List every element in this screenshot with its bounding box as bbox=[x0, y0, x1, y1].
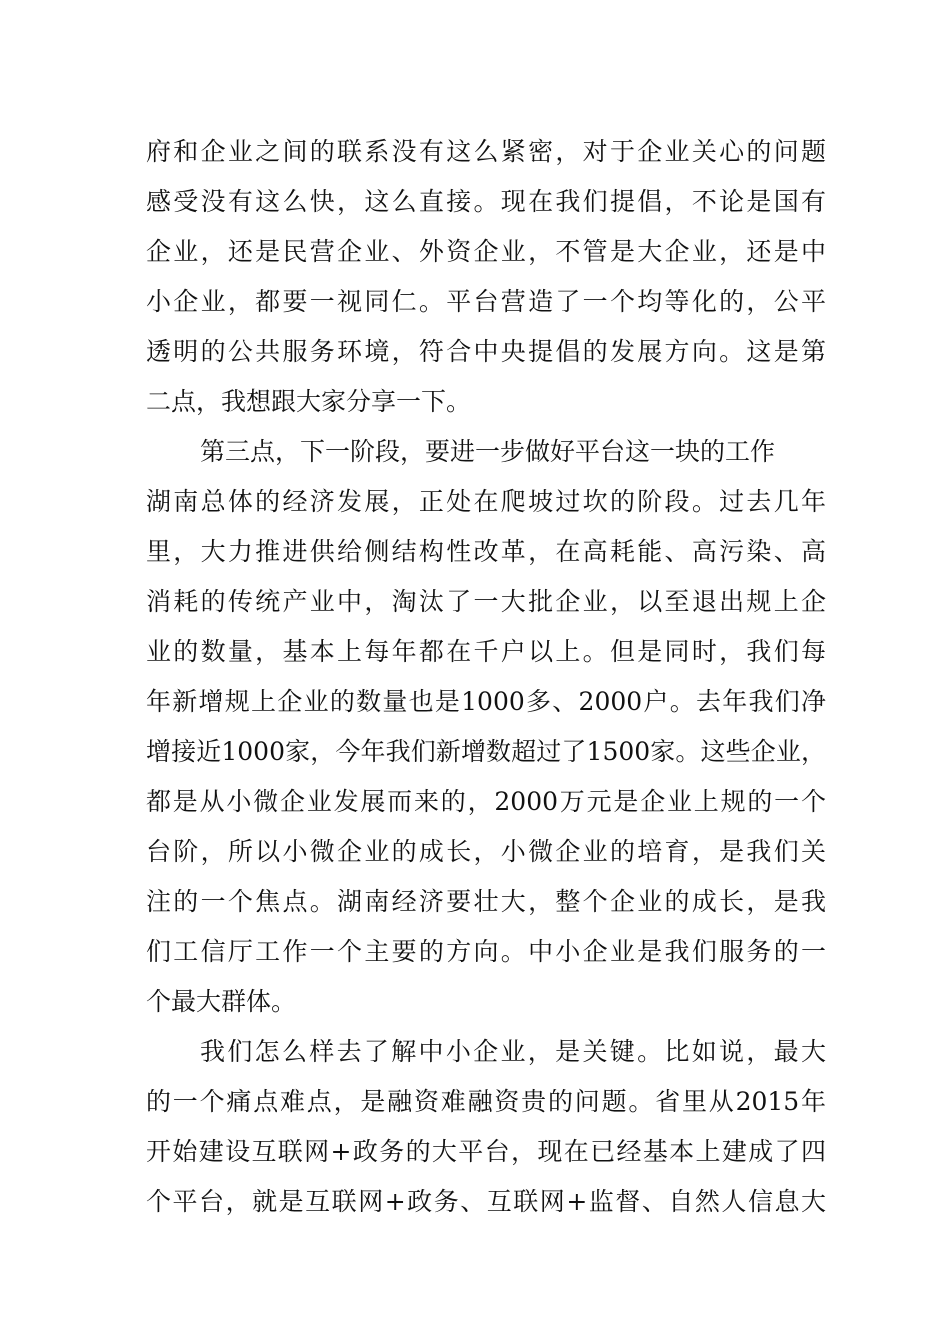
text-line: 的一个痛点难点，是融资难融资贵的问题。省里从2015年 bbox=[146, 1087, 826, 1116]
text-line: 透明的公共服务环境，符合中央提倡的发展方向。这是第 bbox=[146, 337, 826, 366]
text-line: 小企业，都要一视同仁。平台营造了一个均等化的，公平 bbox=[146, 287, 826, 316]
text-line: 企业，还是民营企业、外资企业，不管是大企业，还是中 bbox=[146, 237, 826, 266]
text-line: 湖南总体的经济发展，正处在爬坡过坎的阶段。过去几年 bbox=[146, 487, 826, 516]
text-line: 年新增规上企业的数量也是1000多、2000户。去年我们净 bbox=[146, 687, 826, 716]
text-line: 二点，我想跟大家分享一下。 bbox=[146, 387, 472, 416]
paragraph-first-line: 我们怎么样去了解中小企业，是关键。比如说，最大 bbox=[200, 1037, 826, 1066]
text-line: 里，大力推进供给侧结构性改革，在高耗能、高污染、高 bbox=[146, 537, 826, 566]
text-line: 台阶，所以小微企业的成长，小微企业的培育，是我们关 bbox=[146, 837, 826, 866]
paragraph-first-line: 第三点，下一阶段，要进一步做好平台这一块的工作 bbox=[200, 437, 776, 466]
text-line: 感受没有这么快，这么直接。现在我们提倡，不论是国有 bbox=[146, 187, 826, 216]
text-line: 个最大群体。 bbox=[146, 987, 297, 1016]
text-line: 消耗的传统产业中，淘汰了一大批企业，以至退出规上企 bbox=[146, 587, 826, 616]
text-line: 都是从小微企业发展而来的，2000万元是企业上规的一个 bbox=[146, 787, 826, 816]
text-line: 业的数量，基本上每年都在千户以上。但是同时，我们每 bbox=[146, 637, 826, 666]
text-line: 们工信厅工作一个主要的方向。中小企业是我们服务的一 bbox=[146, 937, 826, 966]
text-line: 注的一个焦点。湖南经济要壮大，整个企业的成长，是我 bbox=[146, 887, 826, 916]
text-line: 开始建设互联网+政务的大平台，现在已经基本上建成了四 bbox=[146, 1137, 826, 1166]
body-text bbox=[146, 127, 826, 1227]
text-line: 个平台，就是互联网+政务、互联网+监督、自然人信息大 bbox=[146, 1187, 826, 1216]
text-line: 府和企业之间的联系没有这么紧密，对于企业关心的问题 bbox=[146, 137, 826, 166]
text-line: 增接近1000家，今年我们新增数超过了1500家。这些企业， bbox=[146, 737, 826, 766]
